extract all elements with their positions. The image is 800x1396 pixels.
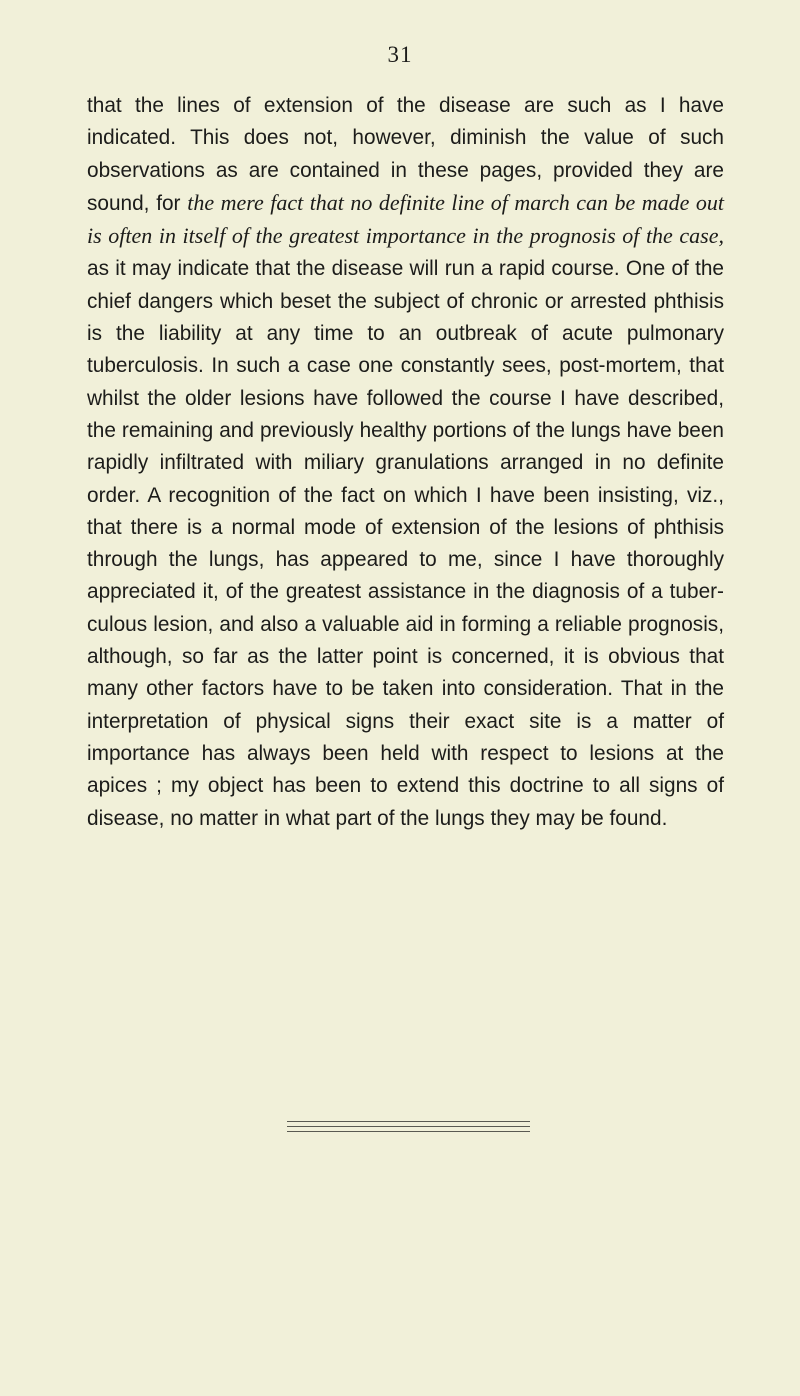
paragraph-text-part-1: that the lines of extension of the disease are such as I have indicated. This does not, however, diminish the value of such observations as are contained in these pages, provided they are sound, for — [87, 94, 724, 215]
paragraph-text-part-2: as it may indicate that the disease will run a rapid course. One of the chief dangers which beset the subject of chronic or arrested phthisis is the liability at any time to an outbreak of acute pulmonary tuberculosis. In such a case one constantly sees, post-mortem, that whilst the older lesions have followed the course I have described, the remaining and previously healthy portions of the lungs have been rapidly infiltrated with miliary granulations arranged in no definite order. A recognition of the fact on which I have been insisting, viz., that there is a normal mode of extension of the lesions of phthisis through the lungs, has appeared to me, since I have thoroughly appreciated it, of the greatest assistance in the diagnosis of a tuber-culous lesion, and also a valuable aid in forming a reliable prognosis, although, so far as the latter point is concerned, it is obvious that many other factors have to be taken into consideration. That in the interpretation of physical signs their exact site is a matter of importance has always been held with respect to lesions at the apices ; my object has been to extend this doctrine to all signs of disease, no matter in what part of the lungs they may be found. — [87, 257, 724, 830]
end-rule-top — [287, 1121, 530, 1122]
page-number: 31 — [387, 42, 413, 67]
end-rule-bottom — [287, 1131, 530, 1132]
end-rule-middle — [287, 1126, 530, 1127]
body-paragraph — [87, 90, 724, 835]
paragraph-italic-emphasis: the mere fact that no definite line of march can be made out is often in itself of the greatest importance in the prognosis of the case, — [87, 189, 724, 249]
